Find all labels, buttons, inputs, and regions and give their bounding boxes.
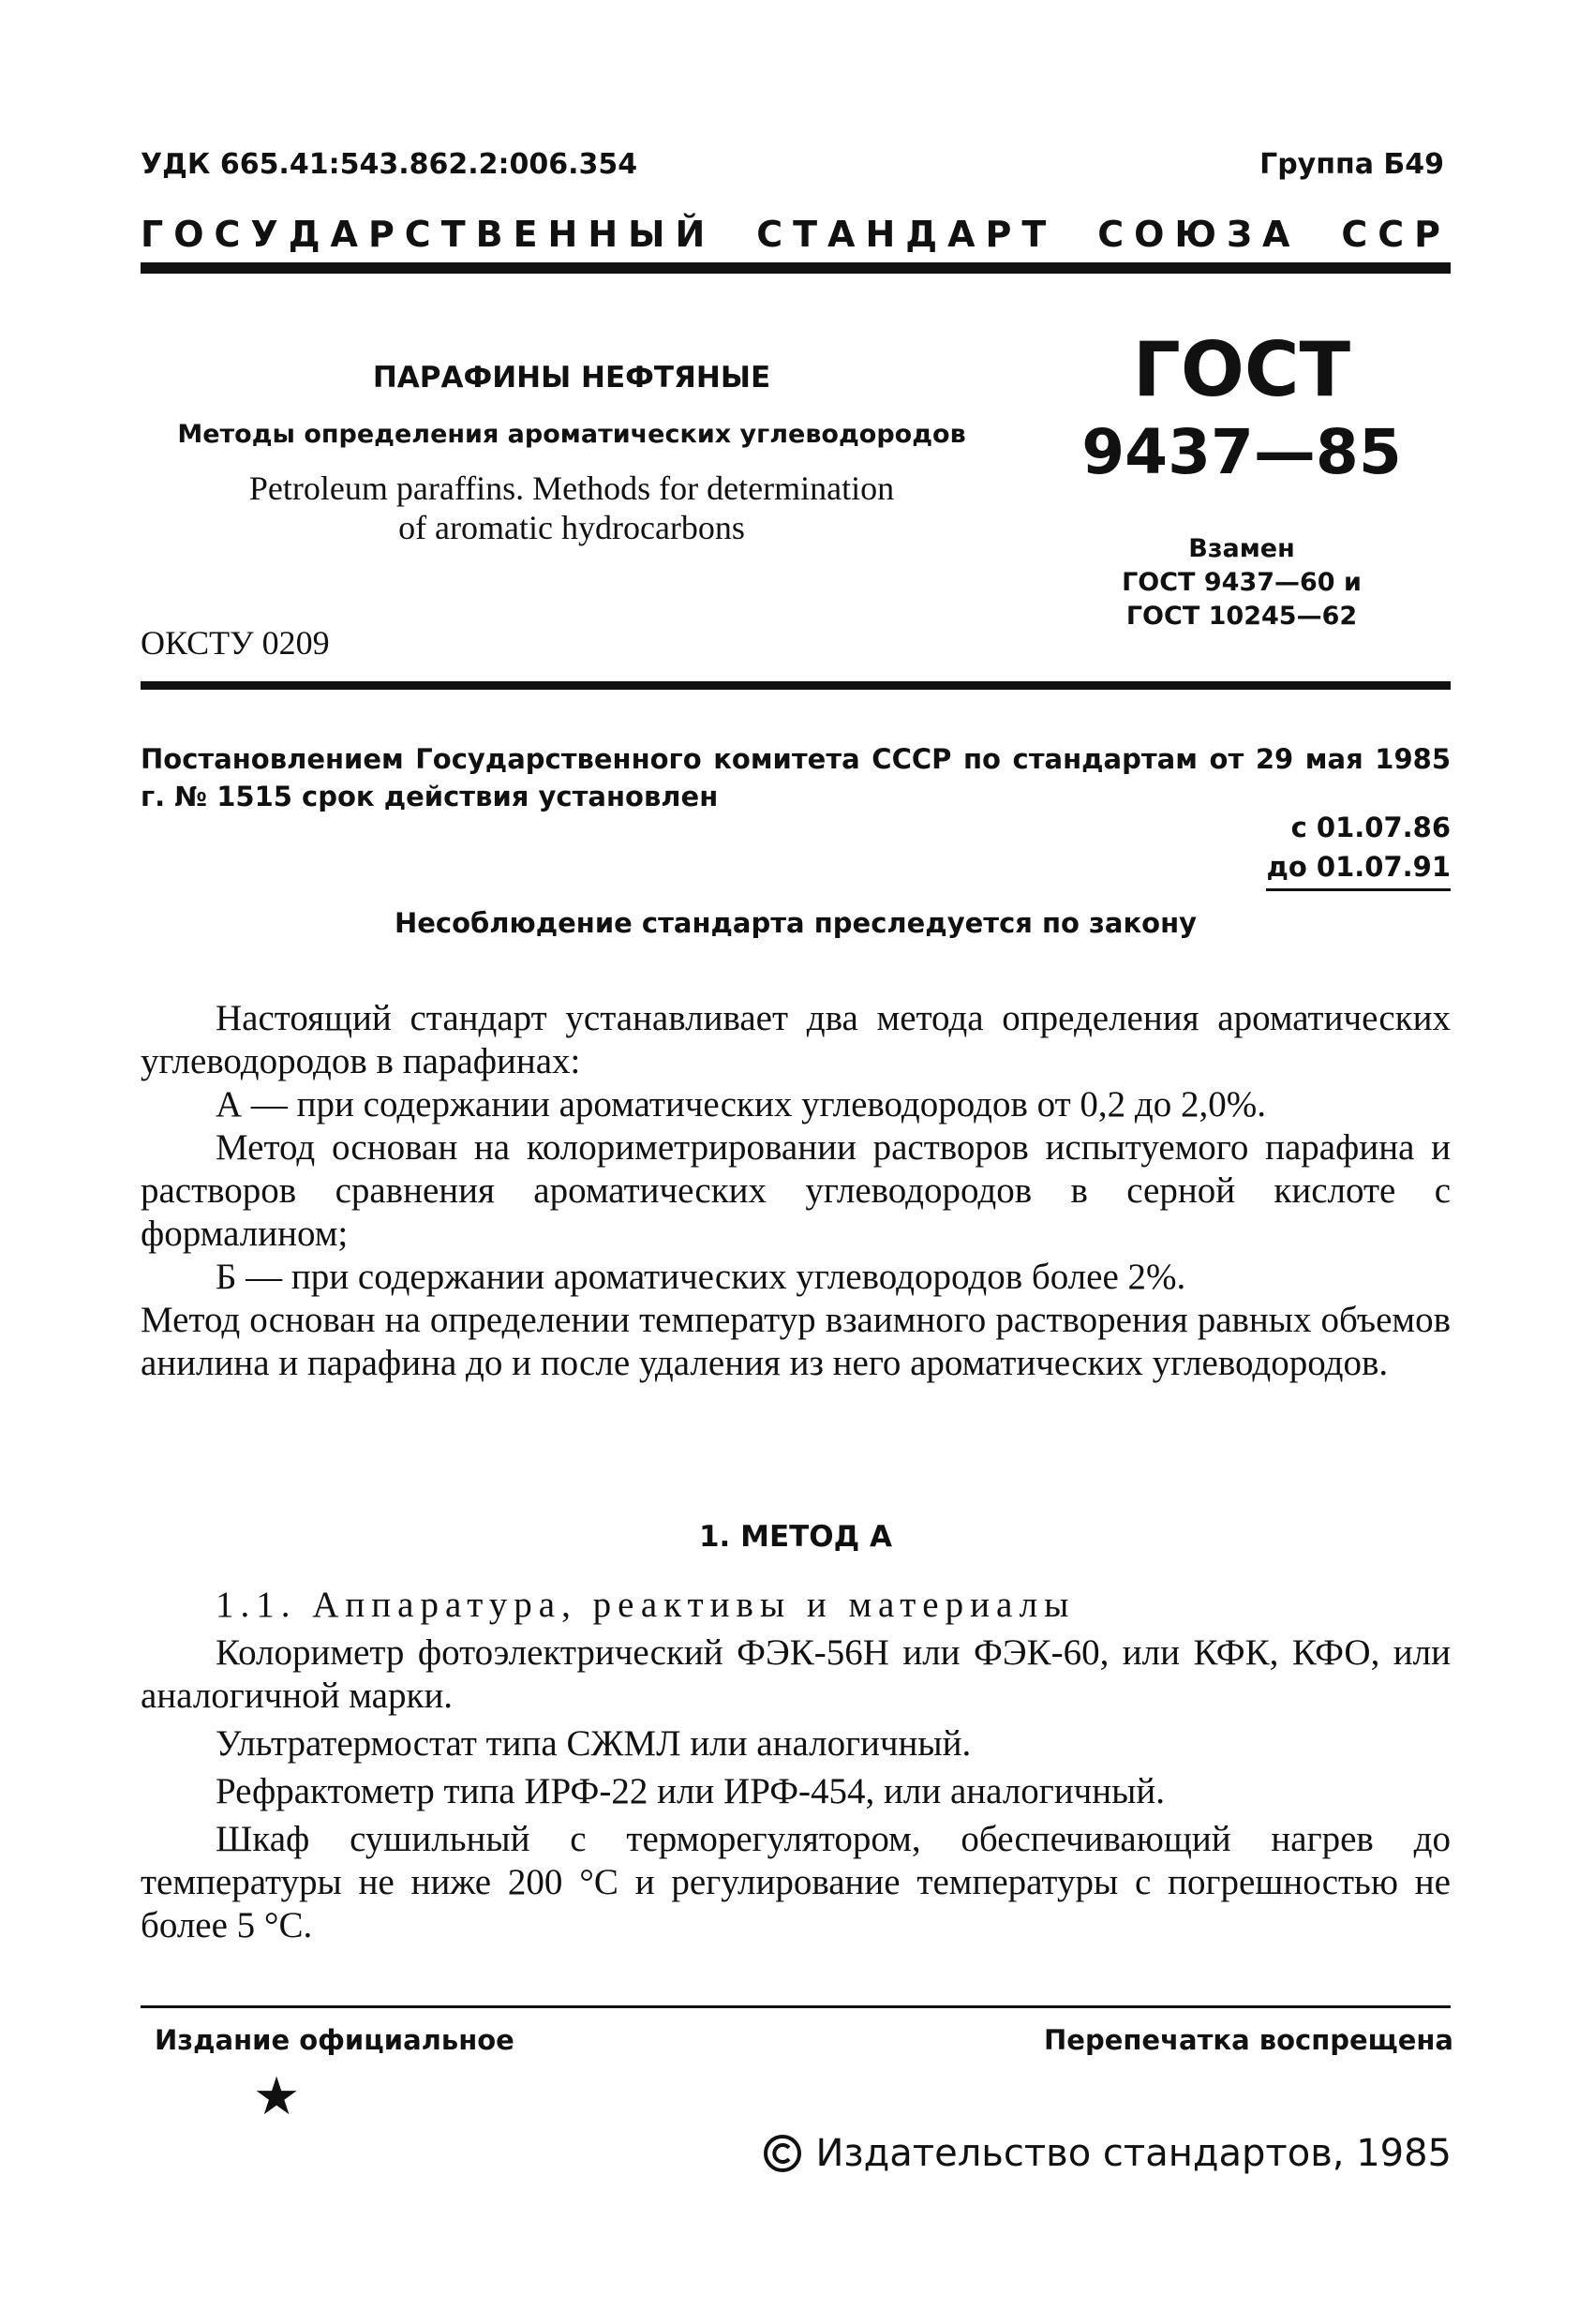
paragraph: Метод основан на колориметрировании растворов испытуемого парафина и растворов сравнения ароматических углеводородов в серной кислоте с формалином; (141, 1127, 1451, 1254)
title-rule (141, 681, 1451, 690)
publisher-line (763, 2132, 1452, 2175)
replaces-label: Взамен (1188, 534, 1295, 563)
section-heading: 1. МЕТОД А (698, 1520, 893, 1554)
header-rule (141, 262, 1451, 274)
paragraph: Б — при содержании ароматических углеводородов более 2%. (216, 1257, 1186, 1297)
copyright-icon (763, 2134, 802, 2173)
udk-code: УДК 665.41:543.862.2:006.354 (141, 148, 638, 181)
section-text (141, 1584, 1451, 1952)
banner-word: ССР (1341, 214, 1451, 255)
list-item: Ультратермостат типа СЖМЛ или аналогичный. (216, 1723, 972, 1764)
banner-word: ГОСУДАРСТВЕННЫЙ (141, 214, 716, 255)
section-subheading: 1.1. Аппаратура, реактивы и материалы (216, 1585, 1076, 1625)
title-en-line: of aromatic hydrocarbons (398, 509, 745, 546)
state-standard-banner (141, 214, 1451, 255)
okstu-code: ОКСТУ 0209 (141, 624, 330, 662)
list-item: Шкаф сушильный с терморегулятором, обеспечивающий нагрев до температуры не ниже 200 °С и регулирование температуры с погрешностью не более 5 °С. (141, 1819, 1451, 1945)
intro-text (141, 997, 1451, 1385)
paragraph: Метод основан на определении температур взаимного растворения равных объемов анилина и парафина до и после удаления из него ароматических углеводородов. (141, 1300, 1451, 1383)
title-en (141, 469, 1003, 547)
subtitle-ru: Методы определения ароматических углеводородов (177, 420, 966, 449)
star-icon: ★ (253, 2066, 301, 2127)
reprint-prohibited: Перепечатка воспрещена (1044, 2024, 1453, 2056)
official-edition: Издание официальное (155, 2024, 514, 2056)
footer-rule (141, 2005, 1451, 2008)
publisher-text: Издательство стандартов, 1985 (815, 2132, 1452, 2175)
gost-label: ГОСТ (1132, 326, 1351, 413)
banner-word: СОЮЗА (1097, 214, 1301, 255)
date-from: с 01.07.86 (1290, 812, 1451, 843)
list-item: Рефрактометр типа ИРФ-22 или ИРФ-454, или аналогичный. (216, 1771, 1165, 1811)
date-to: до 01.07.91 (1266, 847, 1451, 891)
paragraph: А — при содержании ароматических углеводородов от 0,2 до 2,0%. (216, 1084, 1266, 1125)
title-ru: ПАРАФИНЫ НЕФТЯНЫЕ (372, 361, 771, 395)
list-item: Колориметр фотоэлектрический ФЭК-56Н или ФЭК-60, или КФК, КФО, или аналогичной марки. (141, 1632, 1451, 1716)
validity-dates (1266, 808, 1451, 891)
title-en-line: Petroleum paraffins. Methods for determination (248, 469, 895, 507)
paragraph: Настоящий стандарт устанавливает два метода определения ароматических углеводородов в парафинах: (141, 998, 1451, 1081)
gost-number: 9437—85 (1081, 416, 1402, 488)
decree-text: Постановлением Государственного комитета СССР по стандартам от 29 мая 1985 г. № 1515 срок действия установлен (141, 743, 1451, 812)
law-notice: Несоблюдение стандарта преследуется по закону (394, 907, 1198, 939)
replaces-line: ГОСТ 10245—62 (1125, 602, 1358, 631)
banner-word: СТАНДАРТ (756, 214, 1057, 255)
replaces-block (1078, 532, 1406, 633)
group-code: Группа Б49 (1259, 148, 1444, 181)
replaces-line: ГОСТ 9437—60 и (1122, 568, 1362, 597)
